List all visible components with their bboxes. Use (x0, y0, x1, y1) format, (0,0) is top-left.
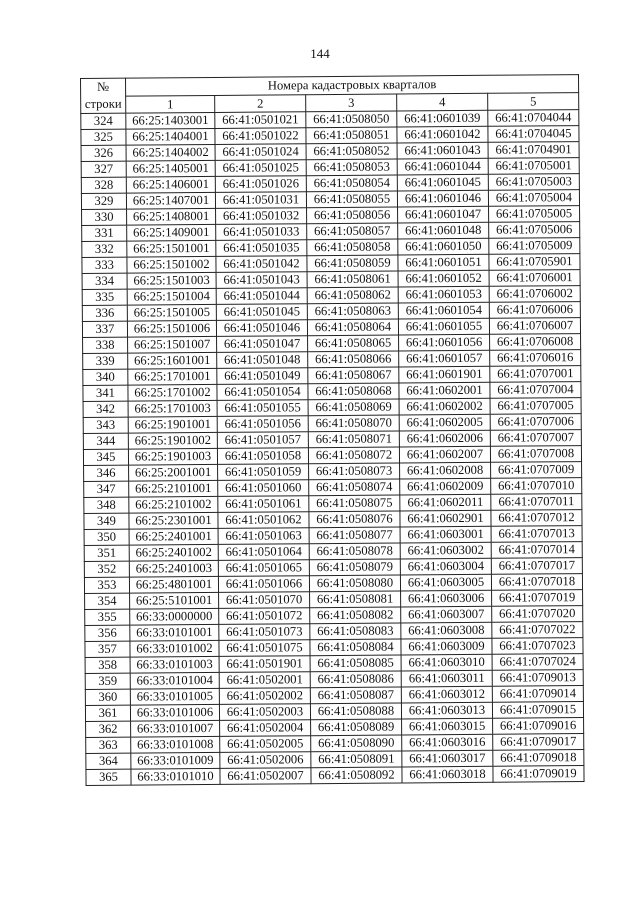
cadastral-number-cell: 66:41:0707007 (490, 430, 581, 447)
cadastral-number-cell: 66:41:0707014 (491, 542, 582, 559)
cadastral-number-cell: 66:41:0508061 (307, 271, 398, 288)
cadastral-number-cell: 66:41:0601046 (397, 190, 488, 207)
row-number-cell: 342 (83, 401, 128, 417)
cadastral-number-cell: 66:41:0508057 (307, 223, 398, 240)
row-number-header-symbol: № (96, 79, 110, 94)
cadastral-number-cell: 66:41:0707013 (491, 526, 582, 543)
cadastral-number-cell: 66:41:0502001 (219, 672, 310, 689)
cadastral-number-cell: 66:25:5101001 (130, 592, 219, 609)
cadastral-number-cell: 66:41:0709017 (493, 734, 584, 751)
row-number-cell: 362 (86, 721, 131, 737)
cadastral-number-cell: 66:25:1901002 (128, 432, 217, 449)
cadastral-number-cell: 66:25:1409001 (127, 224, 216, 241)
cadastral-number-cell: 66:41:0508070 (308, 415, 399, 432)
cadastral-number-cell: 66:41:0508054 (306, 175, 397, 192)
row-number-cell: 329 (81, 193, 126, 209)
cadastral-number-cell: 66:41:0501060 (218, 480, 309, 497)
cadastral-number-cell: 66:41:0508085 (310, 655, 401, 672)
column-number: 4 (397, 93, 488, 111)
cadastral-number-cell: 66:25:2001001 (129, 464, 218, 481)
cadastral-number-cell: 66:41:0501063 (218, 528, 309, 545)
row-number-cell: 361 (85, 705, 130, 721)
cadastral-number-cell: 66:41:0508068 (308, 383, 399, 400)
cadastral-number-cell: 66:41:0601045 (397, 174, 488, 191)
cadastral-number-cell: 66:41:0603002 (400, 542, 491, 559)
table-title-header: Номера кадастровых кварталов (126, 75, 579, 97)
cadastral-number-cell: 66:41:0501054 (217, 384, 308, 401)
cadastral-number-cell: 66:41:0501022 (215, 128, 306, 145)
cadastral-number-cell: 66:41:0508056 (307, 207, 398, 224)
cadastral-number-cell: 66:33:0101006 (130, 704, 219, 721)
cadastral-number-cell: 66:41:0707024 (492, 654, 583, 671)
cadastral-number-cell: 66:41:0707004 (490, 382, 581, 399)
cadastral-number-cell: 66:41:0502006 (220, 752, 311, 769)
row-number-header-label: строки (84, 96, 122, 111)
cadastral-number-cell: 66:41:0705005 (489, 206, 580, 223)
cadastral-number-cell: 66:41:0709015 (492, 702, 583, 719)
cadastral-number-cell: 66:33:0101010 (131, 768, 220, 785)
cadastral-number-cell: 66:41:0508078 (309, 543, 400, 560)
cadastral-number-cell: 66:25:1501007 (128, 336, 217, 353)
cadastral-number-cell: 66:41:0603011 (401, 670, 492, 687)
cadastral-number-cell: 66:41:0508079 (309, 559, 400, 576)
cadastral-number-cell: 66:41:0501056 (217, 416, 308, 433)
row-number-cell: 328 (81, 177, 126, 193)
cadastral-number-cell: 66:41:0508083 (310, 623, 401, 640)
cadastral-number-cell: 66:41:0603010 (401, 654, 492, 671)
cadastral-number-cell: 66:25:1501002 (127, 256, 216, 273)
cadastral-number-cell: 66:41:0603013 (401, 702, 492, 719)
cadastral-number-cell: 66:41:0508053 (306, 159, 397, 176)
cadastral-number-cell: 66:41:0502005 (220, 736, 311, 753)
cadastral-number-cell: 66:41:0508058 (307, 239, 398, 256)
cadastral-number-cell: 66:41:0601043 (397, 142, 488, 159)
row-number-cell: 356 (85, 625, 130, 641)
cadastral-number-cell: 66:41:0601055 (398, 318, 489, 335)
cadastral-number-cell: 66:41:0707017 (491, 558, 582, 575)
cadastral-number-cell: 66:41:0707009 (491, 462, 582, 479)
cadastral-number-cell: 66:41:0501035 (216, 240, 307, 257)
table-row (86, 766, 584, 786)
cadastral-number-cell: 66:41:0603018 (402, 766, 493, 783)
cadastral-number-cell: 66:41:0501026 (215, 176, 306, 193)
row-number-cell: 352 (84, 561, 129, 577)
cadastral-number-cell: 66:41:0508075 (309, 495, 400, 512)
row-number-cell: 346 (84, 465, 129, 481)
cadastral-number-cell: 66:41:0501066 (218, 576, 309, 593)
cadastral-number-cell: 66:33:0000000 (130, 608, 219, 625)
row-number-cell: 324 (81, 113, 126, 129)
row-number-cell: 348 (84, 497, 129, 513)
row-number-cell: 334 (82, 273, 127, 289)
cadastral-number-cell: 66:41:0502003 (219, 704, 310, 721)
cadastral-number-cell: 66:41:0508090 (311, 735, 402, 752)
cadastral-number-cell: 66:25:1405001 (126, 160, 215, 177)
cadastral-number-cell: 66:41:0601054 (398, 302, 489, 319)
row-number-cell: 358 (85, 657, 130, 673)
cadastral-number-cell: 66:41:0508084 (310, 639, 401, 656)
cadastral-number-cell: 66:33:0101004 (130, 672, 219, 689)
row-number-cell: 353 (84, 577, 129, 593)
cadastral-number-cell: 66:41:0603004 (400, 558, 491, 575)
cadastral-number-cell: 66:25:1404001 (126, 128, 215, 145)
cadastral-number-cell: 66:33:0101005 (130, 688, 219, 705)
cadastral-number-cell: 66:41:0501075 (219, 640, 310, 657)
row-number-cell: 332 (82, 241, 127, 257)
cadastral-number-cell: 66:41:0508086 (310, 671, 401, 688)
cadastral-number-cell: 66:25:1501003 (127, 272, 216, 289)
cadastral-number-cell: 66:41:0601901 (399, 366, 490, 383)
cadastral-number-cell: 66:41:0705001 (488, 158, 579, 175)
cadastral-number-cell: 66:41:0709019 (493, 766, 584, 783)
row-number-cell: 363 (86, 737, 131, 753)
row-number-cell: 335 (82, 289, 127, 305)
cadastral-number-cell: 66:41:0501044 (216, 288, 307, 305)
cadastral-number-cell: 66:41:0709016 (493, 718, 584, 735)
cadastral-number-cell: 66:41:0602007 (399, 446, 490, 463)
cadastral-number-cell: 66:41:0501057 (217, 432, 308, 449)
cadastral-number-cell: 66:41:0508091 (311, 751, 402, 768)
row-number-cell: 359 (85, 673, 130, 689)
row-number-cell: 347 (84, 481, 129, 497)
cadastral-number-cell: 66:25:1407001 (126, 192, 215, 209)
cadastral-number-cell: 66:41:0704045 (488, 126, 579, 143)
cadastral-number-cell: 66:41:0501049 (217, 368, 308, 385)
cadastral-number-cell: 66:41:0707006 (490, 414, 581, 431)
cadastral-number-cell: 66:41:0508065 (308, 335, 399, 352)
cadastral-number-cell: 66:33:0101001 (130, 624, 219, 641)
cadastral-number-cell: 66:41:0508076 (309, 511, 400, 528)
cadastral-number-cell: 66:41:0602008 (400, 462, 491, 479)
row-number-cell: 326 (81, 145, 126, 161)
cadastral-number-cell: 66:41:0706002 (489, 286, 580, 303)
cadastral-number-cell: 66:41:0508082 (310, 607, 401, 624)
cadastral-number-cell: 66:25:2101001 (129, 480, 218, 497)
cadastral-number-cell: 66:25:2301001 (129, 512, 218, 529)
cadastral-number-cell: 66:41:0602901 (400, 510, 491, 527)
cadastral-number-cell: 66:41:0501070 (219, 592, 310, 609)
cadastral-number-cell: 66:41:0707008 (490, 446, 581, 463)
row-number-cell: 355 (85, 609, 130, 625)
cadastral-number-cell: 66:41:0501073 (219, 624, 310, 641)
cadastral-number-cell: 66:41:0508069 (308, 399, 399, 416)
row-number-cell: 354 (85, 593, 130, 609)
cadastral-number-cell: 66:41:0603006 (401, 590, 492, 607)
row-number-cell: 341 (83, 385, 128, 401)
cadastral-number-cell: 66:41:0501061 (218, 496, 309, 513)
cadastral-number-cell: 66:41:0508092 (311, 767, 402, 784)
cadastral-number-cell: 66:41:0501065 (218, 560, 309, 577)
cadastral-number-cell: 66:41:0501064 (218, 544, 309, 561)
cadastral-number-cell: 66:41:0707019 (492, 590, 583, 607)
cadastral-number-cell: 66:25:1404002 (126, 144, 215, 161)
cadastral-number-cell: 66:41:0704901 (488, 142, 579, 159)
cadastral-number-cell: 66:25:1501001 (127, 240, 216, 257)
cadastral-number-cell: 66:41:0603015 (402, 718, 493, 735)
cadastral-number-cell: 66:41:0706001 (489, 270, 580, 287)
cadastral-number-cell: 66:41:0707020 (492, 606, 583, 623)
cadastral-number-cell: 66:41:0602001 (399, 382, 490, 399)
row-number-cell: 343 (83, 417, 128, 433)
table-body (81, 110, 584, 786)
row-number-cell: 357 (85, 641, 130, 657)
cadastral-number-cell: 66:41:0502004 (220, 720, 311, 737)
cadastral-number-cell: 66:25:1601001 (128, 352, 217, 369)
cadastral-number-cell: 66:41:0603016 (402, 734, 493, 751)
row-number-cell: 333 (82, 257, 127, 273)
cadastral-number-cell: 66:25:1701003 (128, 400, 217, 417)
row-number-cell: 325 (81, 129, 126, 145)
cadastral-number-cell: 66:25:1701002 (128, 384, 217, 401)
cadastral-number-cell: 66:41:0508051 (306, 127, 397, 144)
cadastral-number-cell: 66:41:0705004 (488, 190, 579, 207)
cadastral-number-cell: 66:41:0508071 (308, 431, 399, 448)
cadastral-number-cell: 66:25:1501006 (127, 320, 216, 337)
cadastral-number-cell: 66:41:0508052 (306, 143, 397, 160)
cadastral-number-cell: 66:41:0508067 (308, 367, 399, 384)
cadastral-number-cell: 66:41:0508059 (307, 255, 398, 272)
cadastral-number-cell: 66:41:0501045 (216, 304, 307, 321)
cadastral-number-cell: 66:41:0501047 (217, 336, 308, 353)
column-number: 2 (215, 95, 306, 113)
row-number-cell: 365 (86, 769, 131, 785)
cadastral-number-cell: 66:25:2401001 (129, 528, 218, 545)
cadastral-number-cell: 66:41:0508077 (309, 527, 400, 544)
row-number-header (81, 78, 126, 113)
cadastral-number-cell: 66:41:0501055 (217, 400, 308, 417)
cadastral-number-cell: 66:25:1408001 (127, 208, 216, 225)
cadastral-number-cell: 66:25:2401002 (129, 544, 218, 561)
cadastral-number-cell: 66:41:0501059 (218, 464, 309, 481)
cadastral-number-cell: 66:41:0707018 (491, 574, 582, 591)
cadastral-number-cell: 66:25:2101002 (129, 496, 218, 513)
cadastral-number-cell: 66:41:0501042 (216, 256, 307, 273)
cadastral-number-cell: 66:41:0706016 (490, 350, 581, 367)
row-number-cell: 338 (83, 337, 128, 353)
cadastral-number-cell: 66:41:0501046 (216, 320, 307, 337)
cadastral-number-cell: 66:41:0508063 (307, 303, 398, 320)
cadastral-number-cell: 66:41:0501901 (219, 656, 310, 673)
cadastral-number-cell: 66:41:0705901 (489, 254, 580, 271)
cadastral-number-cell: 66:41:0601057 (399, 350, 490, 367)
cadastral-number-cell: 66:41:0705006 (489, 222, 580, 239)
cadastral-number-cell: 66:41:0508066 (308, 351, 399, 368)
cadastral-number-cell: 66:41:0601048 (398, 222, 489, 239)
cadastral-number-cell: 66:41:0707012 (491, 510, 582, 527)
cadastral-number-cell: 66:41:0501058 (217, 448, 308, 465)
cadastral-number-cell: 66:41:0501048 (217, 352, 308, 369)
cadastral-number-cell: 66:41:0705003 (488, 174, 579, 191)
cadastral-number-cell: 66:41:0709013 (492, 670, 583, 687)
cadastral-number-cell: 66:41:0501024 (215, 144, 306, 161)
cadastral-number-cell: 66:41:0709018 (493, 750, 584, 767)
cadastral-number-cell: 66:41:0603017 (402, 750, 493, 767)
cadastral-table (80, 74, 585, 786)
cadastral-number-cell: 66:25:1901003 (128, 448, 217, 465)
cadastral-number-cell: 66:41:0603012 (401, 686, 492, 703)
row-number-cell: 327 (81, 161, 126, 177)
cadastral-number-cell: 66:41:0508087 (310, 687, 401, 704)
row-number-cell: 364 (86, 753, 131, 769)
cadastral-number-cell: 66:41:0501032 (216, 208, 307, 225)
cadastral-number-cell: 66:41:0601042 (397, 126, 488, 143)
cadastral-number-cell: 66:25:4801001 (129, 576, 218, 593)
cadastral-number-cell: 66:41:0508072 (308, 447, 399, 464)
cadastral-number-cell: 66:41:0601052 (398, 270, 489, 287)
cadastral-number-cell: 66:41:0501021 (215, 112, 306, 129)
cadastral-number-cell: 66:25:2401003 (129, 560, 218, 577)
column-number: 1 (126, 95, 215, 113)
cadastral-number-cell: 66:25:1406001 (126, 176, 215, 193)
cadastral-number-cell: 66:41:0602011 (400, 494, 491, 511)
cadastral-number-cell: 66:41:0707023 (492, 638, 583, 655)
cadastral-number-cell: 66:41:0704044 (488, 110, 579, 127)
row-number-cell: 330 (82, 209, 127, 225)
row-number-cell: 345 (83, 449, 128, 465)
cadastral-number-cell: 66:41:0601044 (397, 158, 488, 175)
row-number-cell: 360 (85, 689, 130, 705)
cadastral-number-cell: 66:41:0603001 (400, 526, 491, 543)
cadastral-number-cell: 66:41:0501072 (219, 608, 310, 625)
cadastral-number-cell: 66:25:1901001 (128, 416, 217, 433)
row-number-cell: 349 (84, 513, 129, 529)
cadastral-number-cell: 66:41:0601047 (398, 206, 489, 223)
cadastral-number-cell: 66:41:0602009 (400, 478, 491, 495)
cadastral-number-cell: 66:41:0707001 (490, 366, 581, 383)
cadastral-number-cell: 66:41:0706008 (490, 334, 581, 351)
cadastral-number-cell: 66:33:0101002 (130, 640, 219, 657)
row-number-cell: 351 (84, 545, 129, 561)
cadastral-number-cell: 66:41:0508080 (309, 575, 400, 592)
cadastral-number-cell: 66:25:1403001 (126, 112, 215, 129)
cadastral-number-cell: 66:41:0508055 (306, 191, 397, 208)
cadastral-number-cell: 66:41:0508074 (309, 479, 400, 496)
cadastral-number-cell: 66:41:0601050 (398, 238, 489, 255)
cadastral-number-cell: 66:41:0707011 (491, 494, 582, 511)
cadastral-number-cell: 66:41:0705009 (489, 238, 580, 255)
cadastral-number-cell: 66:41:0508050 (306, 111, 397, 128)
cadastral-number-cell: 66:41:0707005 (490, 398, 581, 415)
cadastral-number-cell: 66:41:0501025 (215, 160, 306, 177)
cadastral-number-cell: 66:41:0603009 (401, 638, 492, 655)
cadastral-number-cell: 66:41:0601039 (397, 110, 488, 127)
cadastral-number-cell: 66:25:1501005 (127, 304, 216, 321)
cadastral-number-cell: 66:41:0501043 (216, 272, 307, 289)
cadastral-number-cell: 66:41:0603005 (400, 574, 491, 591)
row-number-cell: 337 (82, 321, 127, 337)
cadastral-number-cell: 66:41:0501031 (215, 192, 306, 209)
cadastral-number-cell: 66:41:0706006 (489, 302, 580, 319)
cadastral-number-cell: 66:41:0706007 (489, 318, 580, 335)
cadastral-number-cell: 66:41:0502007 (220, 768, 311, 785)
cadastral-number-cell: 66:41:0502002 (219, 688, 310, 705)
cadastral-number-cell: 66:41:0508081 (310, 591, 401, 608)
cadastral-number-cell: 66:25:1501004 (127, 288, 216, 305)
cadastral-number-cell: 66:41:0709014 (492, 686, 583, 703)
cadastral-number-cell: 66:25:1701001 (128, 368, 217, 385)
cadastral-number-cell: 66:33:0101003 (130, 656, 219, 673)
row-number-cell: 331 (82, 225, 127, 241)
cadastral-number-cell: 66:41:0601053 (398, 286, 489, 303)
cadastral-number-cell: 66:41:0508073 (309, 463, 400, 480)
cadastral-number-cell: 66:41:0602006 (399, 430, 490, 447)
row-number-cell: 340 (83, 369, 128, 385)
cadastral-number-cell: 66:41:0707022 (492, 622, 583, 639)
cadastral-number-cell: 66:41:0501062 (218, 512, 309, 529)
cadastral-number-cell: 66:41:0501033 (216, 224, 307, 241)
cadastral-number-cell: 66:41:0508088 (310, 703, 401, 720)
row-number-cell: 339 (83, 353, 128, 369)
cadastral-number-cell: 66:41:0707010 (491, 478, 582, 495)
cadastral-number-cell: 66:41:0508089 (311, 719, 402, 736)
cadastral-number-cell: 66:41:0603008 (401, 622, 492, 639)
cadastral-number-cell: 66:41:0508062 (307, 287, 398, 304)
cadastral-number-cell: 66:33:0101008 (131, 736, 220, 753)
cadastral-number-cell: 66:41:0602005 (399, 414, 490, 431)
cadastral-number-cell: 66:33:0101009 (131, 752, 220, 769)
cadastral-number-cell: 66:41:0602002 (399, 398, 490, 415)
cadastral-number-cell: 66:41:0603007 (401, 606, 492, 623)
row-number-cell: 350 (84, 529, 129, 545)
column-number: 5 (488, 93, 579, 111)
cadastral-number-cell: 66:41:0601051 (398, 254, 489, 271)
cadastral-number-cell: 66:33:0101007 (131, 720, 220, 737)
page-number: 144 (310, 46, 330, 61)
column-number: 3 (306, 94, 397, 112)
row-number-cell: 336 (82, 305, 127, 321)
row-number-cell: 344 (83, 433, 128, 449)
cadastral-number-cell: 66:41:0508064 (307, 319, 398, 336)
cadastral-number-cell: 66:41:0601056 (399, 334, 490, 351)
